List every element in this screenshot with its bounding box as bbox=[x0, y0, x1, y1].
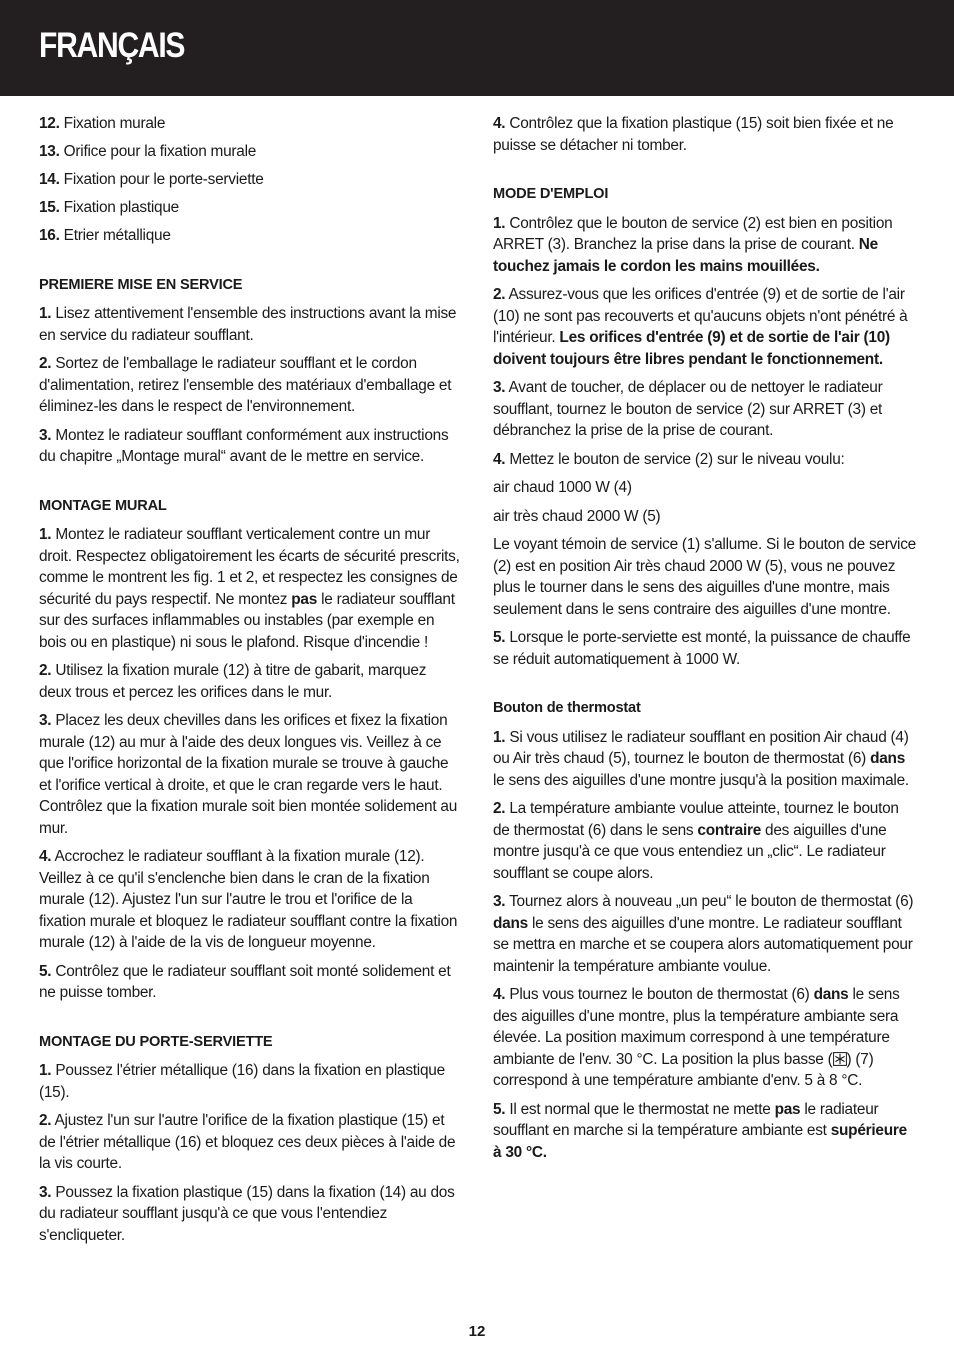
emphasis: dans bbox=[870, 750, 905, 767]
step-number: 4. bbox=[493, 115, 506, 132]
step-number: 1. bbox=[39, 305, 52, 322]
paragraph-text: Ajustez l'un sur l'autre l'orifice de la fixation plastique (15) et de l'étrier métallique (16) et bloquez ces deux pièces à l'aide de la vis courte. bbox=[39, 1112, 456, 1172]
paragraph bbox=[493, 213, 917, 278]
item-text: Orifice pour la fixation murale bbox=[59, 143, 257, 160]
paragraph bbox=[493, 284, 917, 370]
paragraph-text: ) (7) correspond à une température ambiante d'env. 5 à 8 °C. bbox=[493, 1050, 874, 1089]
list-item bbox=[39, 141, 461, 163]
step-number: 1. bbox=[39, 1062, 52, 1079]
step-number: 3. bbox=[493, 893, 506, 910]
emphasis: pas bbox=[774, 1100, 801, 1118]
paragraph bbox=[39, 660, 461, 703]
paragraph bbox=[39, 425, 461, 468]
paragraph bbox=[493, 727, 917, 792]
step-number: 3. bbox=[39, 426, 52, 444]
paragraph bbox=[39, 846, 461, 954]
step-number: 1. bbox=[493, 214, 506, 232]
step-number: 4. bbox=[493, 986, 506, 1003]
paragraph-text: Lisez attentivement l'ensemble des instructions avant la mise en service du radiateur soufflant. bbox=[39, 305, 457, 344]
step-number: 2. bbox=[39, 1112, 52, 1129]
emphasis: Les orifices d'entrée (9) et de sortie de l'air (10) doivent toujours être libres pendant le fonctionnement. bbox=[493, 329, 890, 368]
step-number: 2. bbox=[39, 355, 52, 372]
option-line: air très chaud 2000 W (5) bbox=[493, 507, 661, 525]
step-number: 4. bbox=[39, 848, 52, 865]
paragraph-text: Avant de toucher, de déplacer ou de nettoyer le radiateur soufflant, tournez le bouton de service (2) sur ARRET (3) et débranchez la prise de la prise de courant. bbox=[493, 379, 883, 439]
paragraph-text: Montez le radiateur soufflant verticalement contre un mur droit. Respectez obligatoirement les écarts de sécurité prescrits, comme le montrent les fig. 1 et 2, et respectez les consignes de sécurité du pays respectif. Ne montez bbox=[39, 526, 460, 608]
paragraph bbox=[493, 1099, 917, 1164]
page-number: 12 bbox=[468, 1323, 486, 1340]
left-column bbox=[39, 113, 461, 1253]
step-number: 5. bbox=[493, 1100, 506, 1118]
paragraph bbox=[39, 524, 461, 653]
paragraph-text: Placez les deux chevilles dans les orifices et fixez la fixation murale (12) au mur à l'aide des deux longues vis. Veillez à ce que l'orifice horizontal de la fixation murale se trouve à gauche et l'orifice vertical à droite, et que le cran regarde vers le haut. Contrôlez que la fixation murale soit bien montée solidement au mur. bbox=[39, 712, 457, 837]
step-number: 5. bbox=[493, 629, 506, 646]
paragraph-text: Assurez-vous que les orifices d'entrée (9) et de sortie de l'air (10) ne sont pas recouverts et qu'aucuns objets n'ont pénétré à l'intérieur. bbox=[493, 286, 908, 346]
paragraph bbox=[493, 627, 917, 670]
paragraph bbox=[39, 961, 461, 1004]
emphasis: contraire bbox=[697, 821, 762, 839]
paragraph bbox=[493, 984, 917, 1092]
paragraph bbox=[39, 1182, 461, 1247]
paragraph-text: le sens des aiguilles d'une montre. Le radiateur soufflant se mettra en marche et se coupera alors automatiquement pour maintenir la température ambiante voulue. bbox=[493, 914, 913, 975]
step-number: 2. bbox=[493, 800, 506, 817]
item-text: Fixation murale bbox=[59, 115, 166, 132]
paragraph-text: Lorsque le porte-serviette est monté, la puissance de chauffe se réduit automatiquement à 1000 W. bbox=[493, 629, 911, 668]
paragraph bbox=[493, 113, 917, 156]
paragraph-text: La température ambiante voulue atteinte, tournez le bouton de thermostat (6) dans le sens bbox=[493, 800, 899, 839]
item-text: Etrier métallique bbox=[59, 227, 171, 244]
paragraph-text: Contrôlez que la fixation plastique (15) soit bien fixée et ne puisse se détacher ni tomber. bbox=[493, 115, 894, 154]
step-number: 3. bbox=[39, 712, 52, 729]
paragraph-text: Montez le radiateur soufflant conformément aux instructions du chapitre „Montage mural“ avant de le mettre en service. bbox=[39, 426, 449, 465]
paragraph-text: Tournez alors à nouveau „un peu“ le bouton de thermostat (6) bbox=[505, 893, 914, 910]
paragraph-text: Il est normal que le thermostat ne mette bbox=[505, 1100, 775, 1118]
item-number: 13. bbox=[39, 143, 60, 160]
section-heading: Bouton de thermostat bbox=[493, 700, 641, 716]
paragraph-text: Si vous utilisez le radiateur soufflant en position Air chaud (4) ou Air très chaud (5), tournez le bouton de thermostat (6) bbox=[493, 728, 909, 767]
step-number: 3. bbox=[39, 1183, 52, 1201]
paragraph bbox=[493, 798, 917, 884]
section-heading: MONTAGE MURAL bbox=[39, 497, 167, 514]
section-heading: MONTAGE DU PORTE-SERVIETTE bbox=[39, 1033, 273, 1050]
item-number: 12. bbox=[39, 115, 60, 132]
step-number: 1. bbox=[493, 728, 506, 746]
list-item bbox=[39, 113, 461, 135]
option-line: air chaud 1000 W (4) bbox=[493, 479, 632, 496]
paragraph-text: Plus vous tournez le bouton de thermostat (6) bbox=[505, 986, 814, 1003]
list-item bbox=[39, 225, 461, 247]
step-number: 2. bbox=[493, 286, 506, 303]
emphasis: supérieure à 30 °C. bbox=[493, 1122, 907, 1161]
paragraph-text: le sens des aiguilles d'une montre jusqu'à la position maximale. bbox=[493, 771, 909, 789]
emphasis: dans bbox=[493, 914, 528, 932]
paragraph-text: Contrôlez que le bouton de service (2) est bien en position ARRET (3). Branchez la prise dans la prise de courant. bbox=[493, 214, 893, 253]
paragraph bbox=[39, 1060, 461, 1103]
paragraph-text: Sortez de l'emballage le radiateur soufflant et le cordon d'alimentation, retirez l'ensemble des matériaux d'emballage et éliminez-les dans le respect de l'environnement. bbox=[39, 355, 452, 415]
paragraph-text: le sens des aiguilles d'une montre, plus la température ambiante sera élevée. La position maximum correspond à une température ambiante de l'env. 30 °C. La position la plus basse ( bbox=[493, 986, 900, 1068]
list-item bbox=[39, 197, 461, 219]
item-text: Fixation pour le porte-serviette bbox=[59, 171, 264, 188]
step-number: 2. bbox=[39, 662, 52, 679]
list-item bbox=[39, 169, 461, 191]
paragraph-text: le radiateur soufflant en marche si la température ambiante est bbox=[493, 1100, 879, 1139]
paragraph: Le voyant témoin de service (1) s'allume. Si le bouton de service (2) est en position Air très chaud 2000 W (5), vous ne pouvez plus le tourner dans le sens des aiguilles d'une montre, mais seulement dans le sens contraire des aiguilles d'une montre. bbox=[493, 536, 916, 618]
page-title: FRANÇAIS bbox=[39, 26, 185, 65]
paragraph-text: le radiateur soufflant sur des surfaces inflammables ou instables (par exemple en bois ou en plastique) ni sous le plafond. Risque d'incendie ! bbox=[39, 590, 455, 651]
item-number: 16. bbox=[39, 227, 60, 244]
paragraph bbox=[493, 377, 917, 442]
step-number: 5. bbox=[39, 962, 52, 980]
snowflake-icon bbox=[833, 1051, 847, 1065]
paragraph-text: Utilisez la fixation murale (12) à titre de gabarit, marquez deux trous et percez les orifices dans le mur. bbox=[39, 662, 427, 701]
paragraph bbox=[39, 710, 461, 839]
step-number: 1. bbox=[39, 526, 52, 543]
right-column bbox=[493, 113, 917, 1170]
emphasis: pas bbox=[291, 590, 318, 608]
paragraph bbox=[493, 449, 917, 471]
emphasis: Ne touchez jamais le cordon les mains mouillées. bbox=[493, 236, 878, 275]
paragraph-text: Poussez la fixation plastique (15) dans la fixation (14) au dos du radiateur soufflant jusqu'à ce que vous l'entendiez s'encliqueter. bbox=[39, 1183, 455, 1244]
step-number: 3. bbox=[493, 379, 506, 396]
paragraph bbox=[493, 891, 917, 977]
item-text: Fixation plastique bbox=[59, 199, 179, 216]
section-heading: PREMIERE MISE EN SERVICE bbox=[39, 276, 243, 293]
paragraph bbox=[39, 353, 461, 418]
item-number: 15. bbox=[39, 199, 60, 216]
paragraph-text: Accrochez le radiateur soufflant à la fixation murale (12). Veillez à ce qu'il s'enclenche bien dans le cran de la fixation murale (12). Ajustez l'un sur l'autre le trou et l'orifice de la fixation murale et bloquez le radiateur soufflant contre la fixation murale (12) à l'aide de la vis de longueur moyenne. bbox=[39, 848, 458, 951]
paragraph bbox=[39, 303, 461, 346]
paragraph-text: Poussez l'étrier métallique (16) dans la fixation en plastique (15). bbox=[39, 1062, 445, 1101]
header-bar bbox=[0, 0, 954, 96]
emphasis: dans bbox=[813, 986, 849, 1003]
paragraph-text: des aiguilles d'une montre jusqu'à ce que vous entendiez un „clic“. Le radiateur soufflant se coupe alors. bbox=[493, 821, 887, 882]
step-number: 4. bbox=[493, 450, 506, 468]
section-heading: MODE D'EMPLOI bbox=[493, 186, 609, 202]
paragraph-text: Contrôlez que le radiateur soufflant soit monté solidement et ne puisse tomber. bbox=[39, 962, 451, 1001]
paragraph-text: Mettez le bouton de service (2) sur le niveau voulu: bbox=[505, 450, 845, 468]
paragraph bbox=[39, 1110, 461, 1175]
item-number: 14. bbox=[39, 171, 60, 188]
